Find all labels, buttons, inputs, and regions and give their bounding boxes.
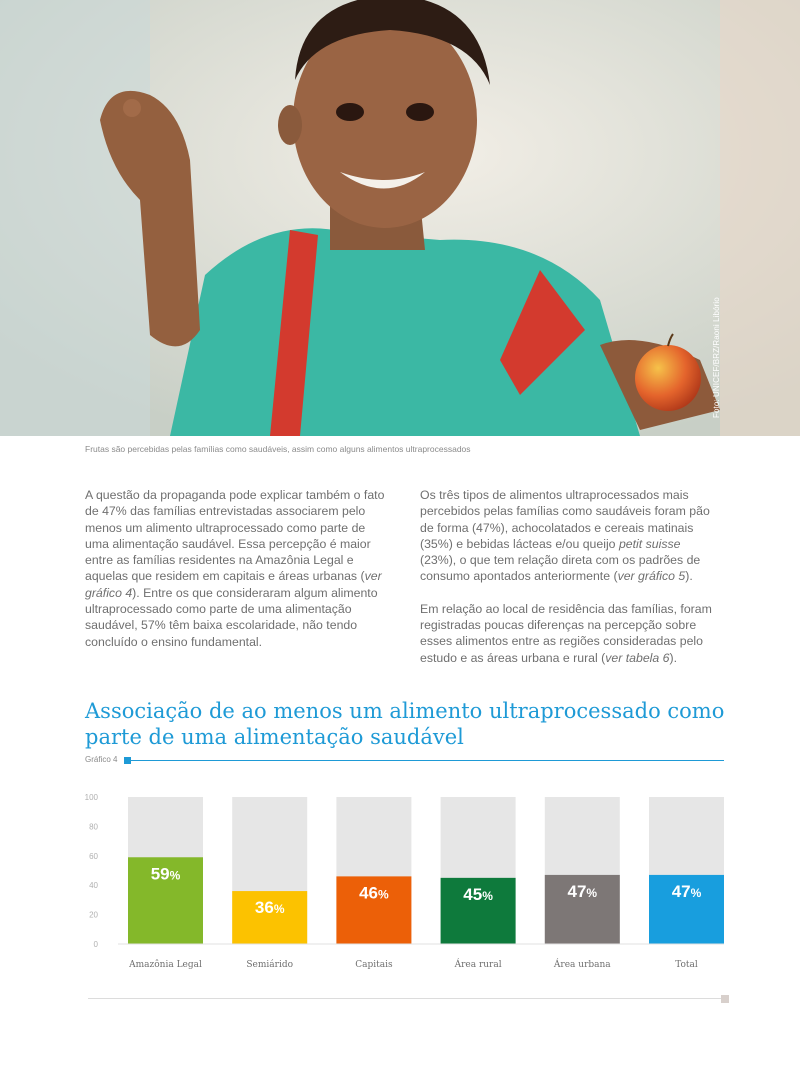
footer-divider: [88, 998, 723, 999]
bar-data-label: 59%: [150, 864, 181, 884]
x-tick-label: Área urbana: [553, 960, 611, 970]
title-divider: [127, 760, 724, 761]
hero-photo: [0, 0, 800, 436]
y-tick-label: 60: [89, 851, 98, 861]
bar-data-label: 47%: [671, 881, 702, 901]
y-tick-label: 40: [89, 881, 98, 891]
chart-reference-link: ver gráfico 4: [85, 569, 382, 600]
x-tick-label: Total: [675, 960, 698, 970]
y-tick-label: 100: [84, 793, 98, 802]
x-tick-label: Semiárido: [246, 960, 294, 970]
y-tick-label: 0: [93, 940, 98, 949]
table-reference-link: ver tabela 6: [605, 650, 670, 665]
paragraph: A questão da propaganda pode explicar também o fato de 47% das famílias entrevistadas associarem pelo menos um alimento ultraprocessado como parte de uma alimentação saudável. Essa percepção é maior entre as famílias residentes na Amazônia Legal e aquelas que residem em capitais e áreas urbanas (ver gráfico 4). Entre os que consideraram algum alimento ultraprocessado como parte de uma alimentação saudável, 57% têm baixa escolaridade, não tendo concluído o ensino fundamental.: [85, 488, 385, 649]
paragraph: Em relação ao local de residência das famílias, foram registradas poucas diferenças na percepção sobre esses alimentos entre as regiões consideradas pelo estudo e as áreas urbana e rural (ver tabela 6).: [420, 601, 712, 665]
x-tick-label: Amazônia Legal: [129, 960, 202, 970]
y-tick-label: 80: [89, 822, 98, 832]
text-column-right: [420, 487, 720, 682]
bar-data-label: 47%: [567, 881, 598, 901]
chart-reference-link: ver gráfico 5: [617, 569, 686, 584]
x-tick-label: Área rural: [454, 960, 502, 970]
bar-chart: [0, 780, 800, 980]
chart-number-label: Gráfico 4: [85, 755, 118, 764]
bar-data-label: 46%: [359, 883, 389, 903]
chart-title: Associação de ao menos um alimento ultraprocessado como parte de uma alimentação saudável: [85, 699, 725, 749]
bar-data-label: 36%: [254, 898, 285, 918]
y-tick-label: 20: [89, 910, 98, 920]
paragraph: Os três tipos de alimentos ultraprocessados mais percebidos pelas famílias como saudáveis foram pão de forma (47%), achocolatados e cereais matinais (35%) e bebidas lácteas e/ou queijo petit suisse (23%), o que tem relação direta com os padrões de consumo apontados anteriormente (ver gráfico 5).: [420, 488, 710, 584]
photo-credit: Foto: UNICEF/BRZ/Raoni Libório: [712, 297, 721, 418]
x-tick-label: Capitais: [355, 960, 393, 970]
text-column-left: [85, 487, 385, 666]
child-with-apple-illustration: [0, 0, 800, 436]
divider-marker: [124, 757, 131, 764]
bar-data-label: 45%: [463, 884, 493, 904]
footer-divider-marker: [721, 995, 729, 1003]
photo-caption: Frutas são percebidas pelas famílias como saudáveis, assim como alguns alimentos ultraprocessados: [85, 444, 471, 454]
